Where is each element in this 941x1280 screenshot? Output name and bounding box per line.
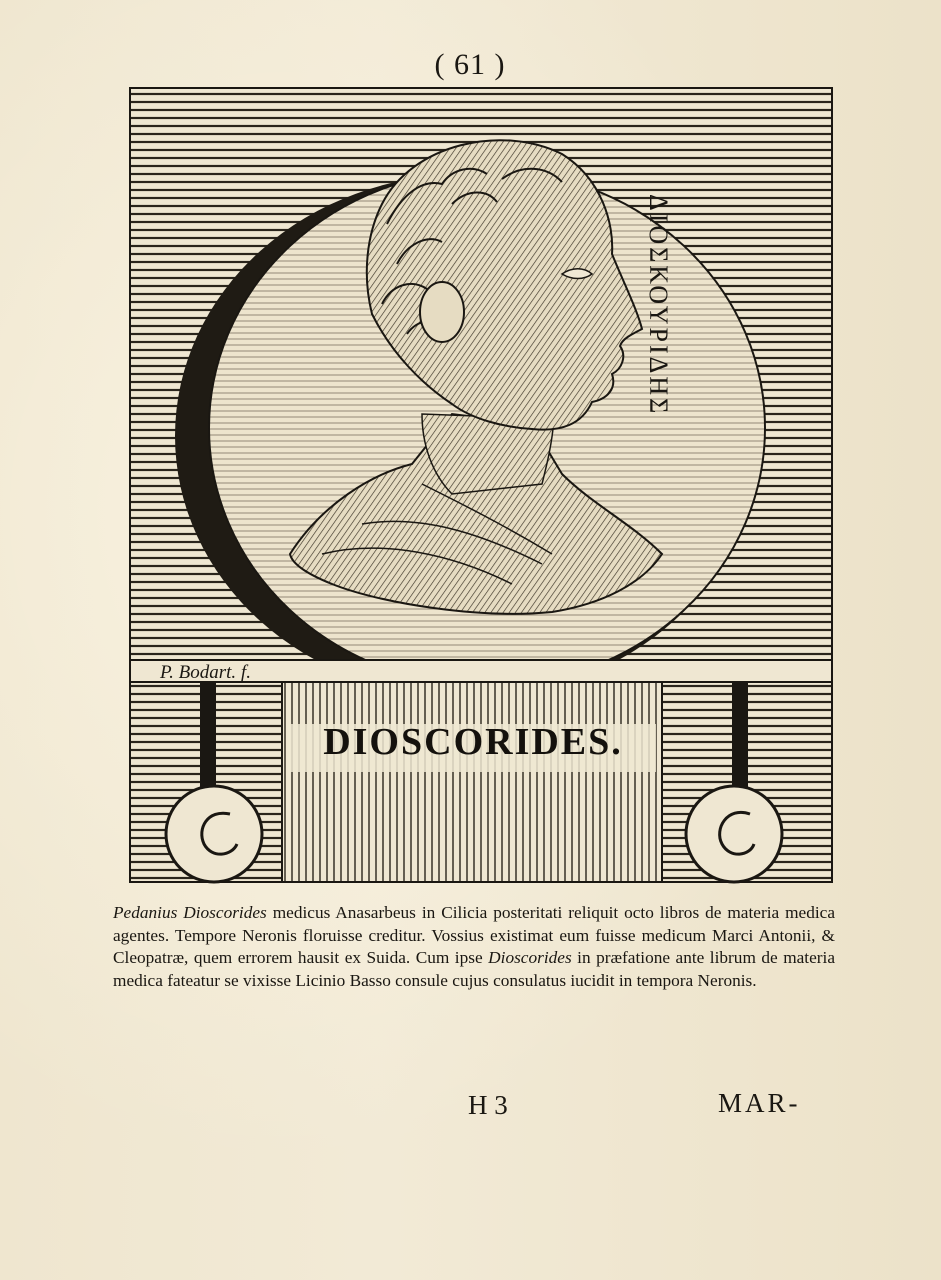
caption-italic-name-2: Dioscorides: [488, 948, 572, 967]
page-number: ( 61 ): [434, 48, 506, 81]
caption-text-1: medicus Anasarbeus in Cilicia posteritati reliquit octo libros de materia medica agentes. Tempore Neronis floruisse creditur. Vossius existimat eum fuisse medicum Marci Antonii, & Cleopatræ, quem errorem hausit ex Suida. Cum ipse: [113, 903, 835, 967]
caption-italic-name: Pedanius Dioscorides: [113, 903, 267, 922]
signature-mark: H 3: [468, 1090, 508, 1120]
portrait-name-panel: DIOSCORIDES.: [323, 721, 623, 763]
catchword: MAR-: [718, 1088, 801, 1118]
medallion-inscription: ΔΙΟΣΚΟΥΡΙΔΗΣ: [644, 194, 673, 417]
engraver-credit: P. Bodart. f.: [160, 662, 251, 683]
portrait-engraving: [122, 84, 834, 884]
caption-paragraph: [113, 902, 835, 992]
engraved-plate: [122, 84, 834, 884]
caption-text-2: in præfatione ante librum de materia medica fateatur se vixisse Licinio Basso consule cujus consulatus iucidit in tempora Neronis.: [113, 948, 836, 990]
